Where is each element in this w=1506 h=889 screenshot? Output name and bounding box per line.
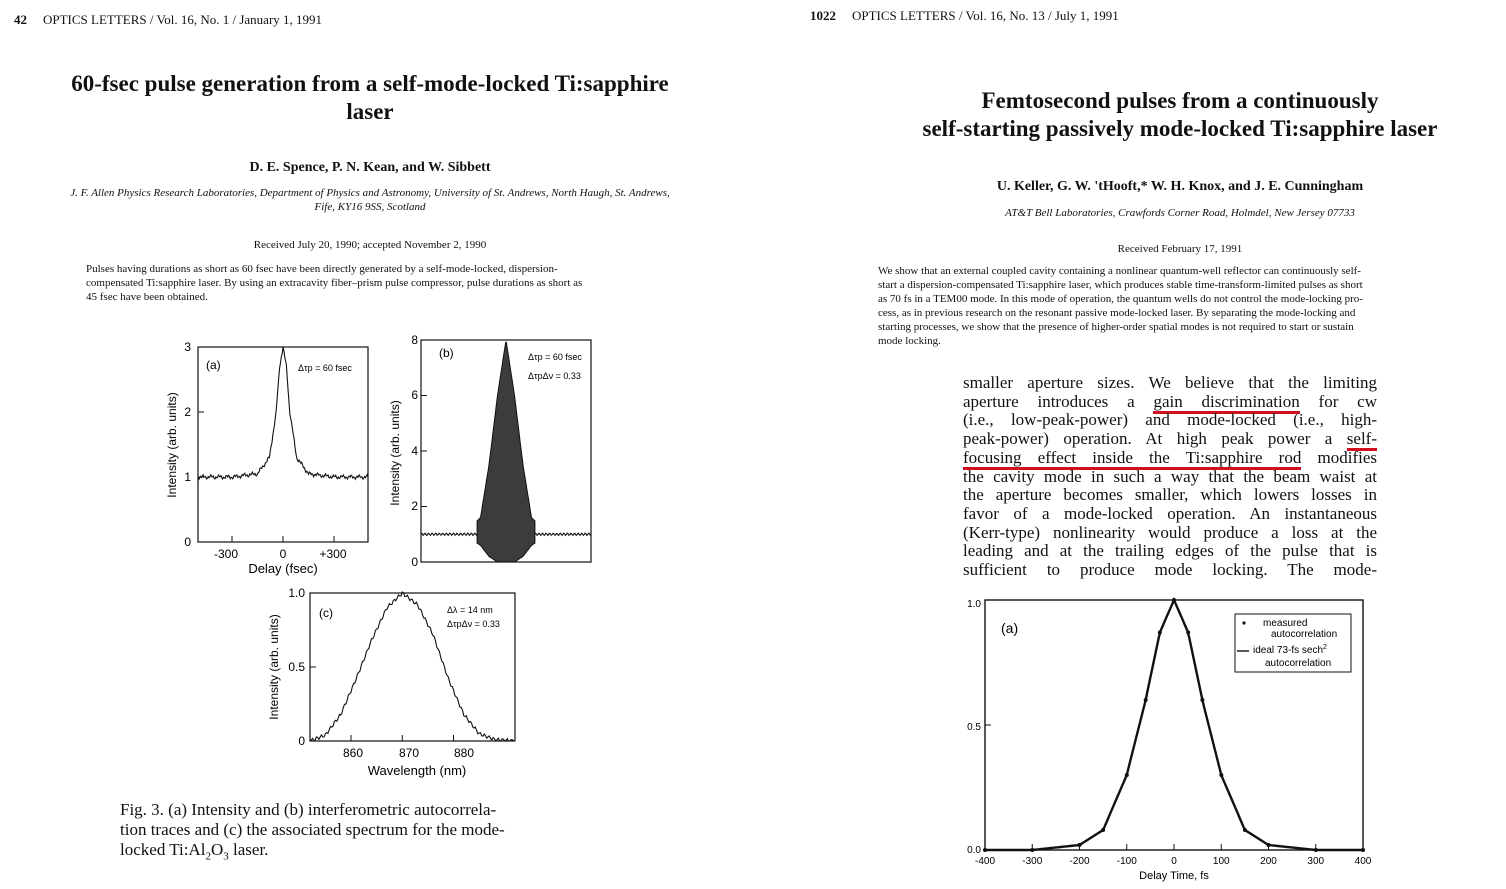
fig-d-panel-label: (a) [1001,620,1019,636]
fig-b-annotation-2: ΔτpΔν = 0.33 [528,371,581,381]
fig-c-y-tick-label: 0.5 [288,660,305,674]
fig-d-y-tick-label: 1.0 [967,599,981,610]
body-line: aperture introduces a gain discrimination for cw [963,393,1377,412]
fig-c-x-tick-label: 880 [453,746,475,760]
fig-d-x-axis-label: Delay Time, fs [1139,870,1209,882]
left-title-line-1: 60-fsec pulse generation from a self-mode-locked Ti:sapphire [71,71,669,96]
fig-d-x-tick-label: -200 [1069,856,1090,867]
fig-d-x-tick-label: 400 [1354,856,1372,867]
fig-c-plot-frame [310,593,515,741]
left-article-title [20,70,720,126]
fig-c-x-axis-label: Wavelength (nm) [367,763,467,778]
fig-b-autocorrelation-fringes [477,342,535,562]
left-title-line-2: laser [346,99,394,124]
fig-b-y-tick-label: 6 [411,388,418,402]
fig-a-annotation: Δτp = 60 fsec [298,363,352,373]
caption-line-3: locked $Ti:Al_2O_3$ laser. [120,840,269,863]
fig-d-legend-text-1: measured [1263,618,1308,629]
highlight-self-focusing: self- [1347,429,1377,451]
fig-c-y-tick-label: 0 [298,734,305,748]
fig-a-panel-label: (a) [206,358,221,372]
fig-d-data-point [1125,773,1129,777]
body-line: leading and at the trailing edges of the pulse that is [963,541,1377,561]
fig-d-x-tick-label: -400 [974,856,996,867]
fig-d-x-tick-label: -100 [1116,856,1137,867]
fig-d-legend-text-4: autocorrelation [1265,658,1332,669]
fig-b-panel-label: (b) [439,346,454,360]
fig-d-x-tick-label: 300 [1307,856,1325,867]
fig-c-y-tick-label: 1.0 [288,586,305,600]
fig-a-x-axis-label: Delay (fsec) [248,561,318,576]
right-title-line-1: Femtosecond pulses from a continuously [981,88,1379,113]
body-line: (Kerr-type) nonlinearity would produce a loss at the [963,522,1377,542]
fig-d-y-tick-label: 0.5 [967,722,981,733]
body-line: (i.e., low-peak-power) and mode-locked (i.e., high- [963,410,1377,430]
right-page-number: 1022 [810,8,836,23]
fig-d-legend-text-2: autocorrelation [1271,629,1338,640]
fig-d-legend-text-3: ideal 73-fs sech$^2$ [1253,644,1327,656]
left-figure-b [383,335,598,570]
right-affiliation: AT&T Bell Laboratories, Crawfords Corner Road, Holmdel, New Jersey 07733 [1005,207,1355,219]
right-abstract-line-1: We show that an external coupled cavity containing a nonlinear quantum-well reflector can continuously self- [878,265,1361,277]
fig-d-x-tick-label: 0 [1171,856,1177,867]
fig-d-data-point [1243,828,1247,832]
fig-b-y-tick-label: 4 [411,444,418,458]
left-abstract [86,262,666,304]
fig-d-x-tick-label: 200 [1260,856,1277,867]
caption-line-2: tion traces and (c) the associated spectrum for the mode- [120,820,505,839]
right-running-header [810,8,1119,24]
fig-d-data-point [1200,698,1204,702]
left-authors: D. E. Spence, P. N. Kean, and W. Sibbett [249,160,491,175]
right-body-text [963,374,1377,580]
left-figure-c [265,585,530,785]
fig-d-data-point [1144,698,1148,702]
fig-d-legend-marker-dot [1242,621,1245,624]
left-abstract-line-1: Pulses having durations as short as 60 fsec have been directly generated by a self-mode-locked, dispersion- [86,263,558,275]
right-abstract-line-5: starting processes, we show that the presence of higher-order spatial modes is not required to start or sustain [878,321,1354,333]
fig-d-x-tick-label: 100 [1212,856,1230,867]
highlight-gain-discrimination: gain discrimination [1153,392,1299,414]
left-abstract-line-2: compensated Ti:sapphire laser. By using an extracavity fiber–prism pulse compressor, pulse durations as short as [86,277,583,289]
fig-a-y-tick-label: 3 [184,340,191,354]
right-abstract [878,264,1482,348]
fig-c-annotation-1: Δλ = 14 nm [447,605,493,615]
fig-c-x-tick-label: 860 [342,746,364,760]
left-abstract-line-3: 45 fsec have been obtained. [86,291,208,303]
fig-b-y-axis-label: Intensity (arb. units) [388,400,402,506]
right-abstract-line-3: as 70 fs in a TEM00 mode. In this mode of operation, the quantum wells do not control the mode-locking pro- [878,293,1363,305]
right-abstract-line-2: start a dispersion-compensated Ti:sapphire laser, which produces stable time-transform-limited pulses as short [878,279,1363,291]
body-line: sufficient to produce mode locking. The mode- [963,560,1377,580]
fig-a-x-tick-label: -300 [213,547,239,561]
fig-a-plot-frame [198,347,368,542]
body-line: smaller aperture sizes. We believe that the limiting [963,373,1377,392]
fig-a-y-tick-label: 1 [184,470,191,484]
fig-d-x-tick-label: -300 [1022,856,1043,867]
left-figure-caption [120,800,640,866]
fig-d-data-point [1101,828,1105,832]
left-affiliation-line-1: J. F. Allen Physics Research Laboratories, Department of Physics and Astronomy, University of St. Andrews, North Haugh, St. Andrews, [70,187,670,199]
fig-d-y-tick-label: 0.0 [967,845,981,856]
fig-c-x-tick-label: 870 [398,746,420,760]
body-line: the cavity mode in such a way that the beam waist at [963,466,1377,486]
fig-d-data-point [1158,631,1162,635]
right-received-date: Received February 17, 1991 [1117,243,1243,255]
fig-a-y-axis-label: Intensity (arb. units) [165,392,179,498]
body-line: the aperture becomes smaller, which lowers losses in [963,485,1377,505]
fig-a-x-tick-label: 0 [279,547,287,561]
left-affiliation-line-2: Fife, KY16 9SS, Scotland [314,201,426,213]
fig-b-y-tick-label: 0 [411,555,418,569]
right-abstract-line-4: cess, as in previous research on the resonant passive mode-locked laser. By separating the mode-locking and [878,307,1356,319]
left-affiliation [20,186,720,214]
right-authors: U. Keller, G. W. 'tHooft,* W. H. Knox, and J. E. Cunningham [996,179,1364,194]
left-running-header [14,12,322,28]
body-line: peak-power) operation. At high peak power a self- [963,430,1377,449]
fig-a-y-tick-label: 0 [184,535,191,549]
highlight-self-focusing-continued: focusing effect inside the Ti:sapphire rod [963,448,1301,470]
right-abstract-line-6: mode locking. [878,335,941,347]
caption-line-1: Fig. 3. (a) Intensity and (b) interferometric autocorrela- [120,800,497,819]
fig-b-y-tick-label: 8 [411,335,418,347]
right-journal-line: OPTICS LETTERS / Vol. 16, No. 13 / July 1, 1991 [852,8,1119,23]
right-article-title [860,87,1500,143]
fig-b-y-tick-label: 2 [411,499,418,513]
right-figure-a [945,590,1385,884]
body-line: favor of a mode-locked operation. An instantaneous [963,503,1377,523]
fig-c-panel-label: (c) [319,606,333,620]
fig-b-annotation-1: Δτp = 60 fsec [528,352,582,362]
fig-a-x-tick-label: +300 [319,547,347,561]
body-line: focusing effect inside the Ti:sapphire rod modifies [963,449,1377,468]
fig-d-data-point [1186,631,1190,635]
left-figure-a [160,335,380,580]
fig-c-annotation-2: ΔτpΔν = 0.33 [447,619,500,629]
left-journal-line: OPTICS LETTERS / Vol. 16, No. 1 / January 1, 1991 [43,12,323,27]
left-page-number: 42 [14,12,27,27]
fig-d-data-point [1172,598,1176,602]
right-title-line-2: self-starting passively mode-locked Ti:sapphire laser [922,116,1438,141]
fig-c-y-axis-label: Intensity (arb. units) [267,614,281,720]
left-received-date: Received July 20, 1990; accepted November 2, 1990 [253,239,487,251]
fig-d-data-point [1219,773,1223,777]
fig-a-y-tick-label: 2 [184,405,191,419]
